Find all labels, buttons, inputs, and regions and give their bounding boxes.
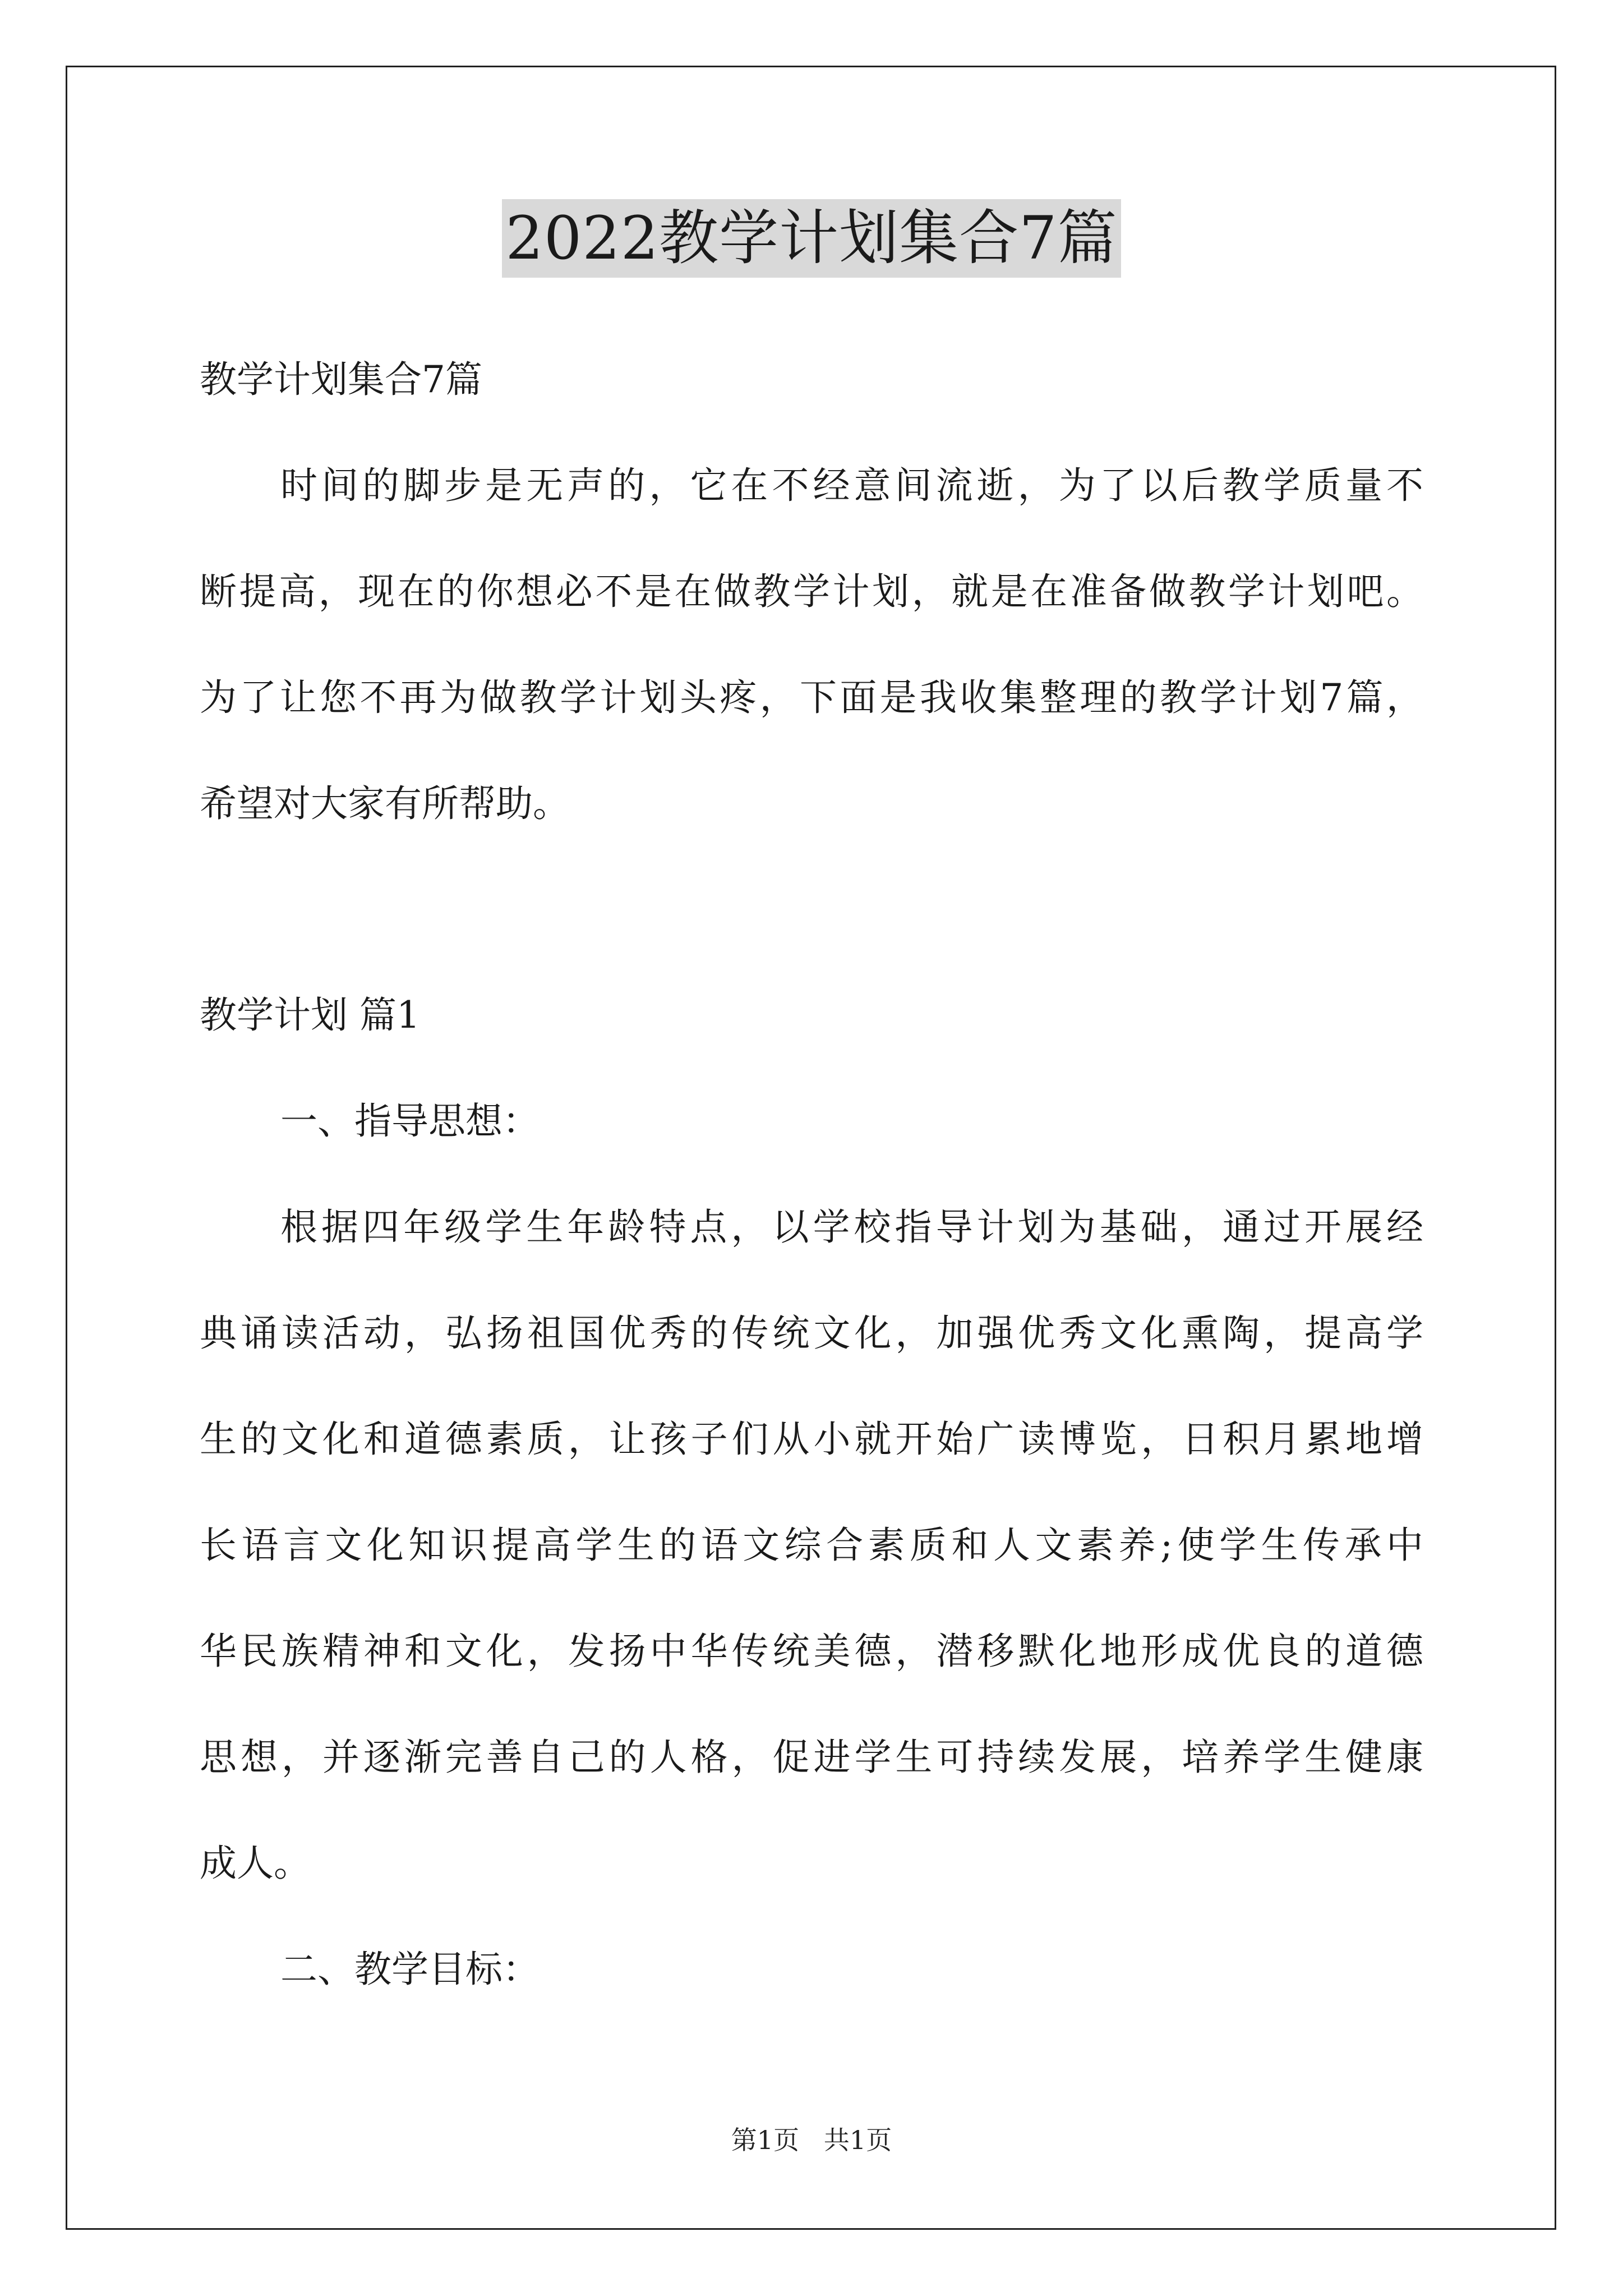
section-heading-1: 教学计划 篇1 xyxy=(200,993,420,1037)
item1-line-2: 典诵读活动，弘扬祖国优秀的传统文化，加强优秀文化熏陶，提高学 xyxy=(200,1312,1423,1355)
item1-line-6: 思想，并逐渐完善自己的人格，促进学生可持续发展，培养学生健康 xyxy=(200,1736,1423,1779)
intro-line-3: 为了让您不再为做教学计划头疼，下面是我收集整理的教学计划7篇， xyxy=(200,676,1423,719)
item-heading-2: 二、教学目标： xyxy=(280,1948,540,1991)
document-subtitle: 教学计划集合7篇 xyxy=(200,358,482,401)
title-container xyxy=(0,199,1623,278)
item1-line-1: 根据四年级学生年龄特点，以学校指导计划为基础，通过开展经 xyxy=(280,1205,1423,1249)
intro-line-1: 时间的脚步是无声的，它在不经意间流逝，为了以后教学质量不 xyxy=(280,464,1423,507)
item-heading-1: 一、指导思想： xyxy=(280,1099,540,1143)
item1-line-5: 华民族精神和文化，发扬中华传统美德，潜移默化地形成优良的道德 xyxy=(200,1630,1423,1673)
document-title: 2022教学计划集合7篇 xyxy=(502,199,1121,278)
item1-line-7: 成人。 xyxy=(200,1842,311,1885)
page-footer: 第1页 共1页 xyxy=(731,2125,892,2155)
intro-line-2: 断提高，现在的你想必不是在做教学计划，就是在准备做教学计划吧。 xyxy=(200,570,1423,613)
intro-line-4: 希望对大家有所帮助。 xyxy=(200,782,570,825)
item1-line-4: 长语言文化知识提高学生的语文综合素质和人文素养;使学生传承中 xyxy=(200,1524,1423,1567)
item1-line-3: 生的文化和道德素质，让孩子们从小就开始广读博览，日积月累地增 xyxy=(200,1418,1423,1461)
